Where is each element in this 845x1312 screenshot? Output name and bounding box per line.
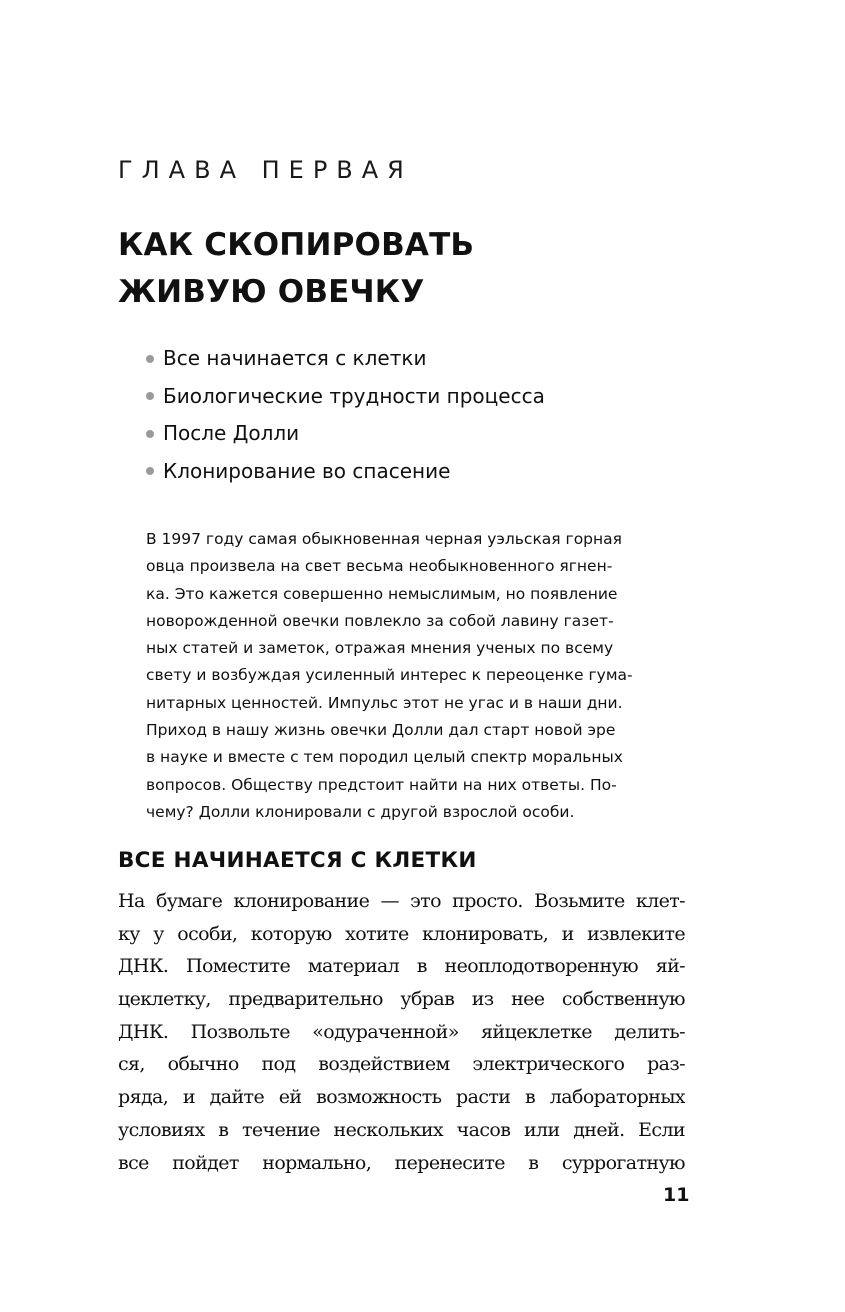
contents-item — [146, 415, 545, 453]
intro-line: овца произвела на свет весьма необыкновенного ягнен- — [146, 557, 613, 576]
intro-line: Приход в нашу жизнь овечки Долли дал старт новой эре — [146, 721, 616, 740]
contents-item — [146, 453, 545, 491]
body-line: ряда, и дайте ей возможность расти в лабораторных — [118, 1086, 685, 1109]
intro-line: вопросов. Обществу предстоит найти на них ответы. По- — [146, 775, 617, 794]
intro-line: ка. Это кажется совершенно немыслимым, но появление — [146, 584, 618, 603]
contents-item — [146, 340, 545, 378]
body-line: условиях в течение нескольких часов или дней. Если — [118, 1118, 685, 1141]
body-line: ДНК. Поместите материал в неоплодотворенную яй- — [118, 955, 685, 978]
contents-item — [146, 378, 545, 416]
chapter-contents-list — [146, 340, 545, 490]
contents-item-label: Все начинается с клетки — [163, 346, 427, 370]
body-line: ся, обычно под воздействием электрического раз- — [118, 1053, 685, 1076]
body-line: ку у особи, которую хотите клонировать, и извлеките — [118, 922, 685, 945]
contents-item-label: После Долли — [163, 421, 300, 445]
body-line: все пойдет нормально, перенесите в суррогатную — [118, 1151, 685, 1174]
contents-item-label: Клонирование во спасение — [163, 458, 451, 483]
chapter-title-line: ЖИВУЮ ОВЕЧКУ — [118, 274, 425, 310]
intro-line: в науке и вместе с тем породил целый спектр моральных — [146, 748, 623, 767]
intro-line: ных статей и заметок, отражая мнения ученых по всему — [146, 639, 614, 658]
bullet-icon — [146, 355, 154, 363]
intro-line: свету и возбуждая усиленный интерес к переоценке гума- — [146, 666, 633, 685]
intro-paragraph — [146, 526, 676, 826]
chapter-title-line: КАК СКОПИРОВАТЬ — [118, 227, 475, 263]
intro-line: В 1997 году самая обыкновенная черная уэльская горная — [146, 530, 622, 548]
bullet-icon — [146, 392, 154, 400]
intro-line: нитарных ценностей. Импульс этот не угас и в наши дни. — [146, 693, 623, 712]
body-line: цеклетку, предварительно убрав из нее собственную — [118, 988, 685, 1011]
chapter-title — [118, 222, 474, 316]
bullet-icon — [146, 467, 154, 475]
page-number: 11 — [663, 1184, 690, 1206]
body-line: На бумаге клонирование — это просто. Возьмите клет- — [118, 890, 685, 912]
intro-line: чему? Долли клонировали с другой взрослой особи. — [146, 802, 575, 821]
bullet-icon — [146, 430, 154, 438]
body-line: ДНК. Позвольте «одураченной» яйцеклетке делить- — [118, 1020, 685, 1043]
section-heading: ВСЕ НАЧИНАЕТСЯ С КЛЕТКИ — [118, 848, 477, 873]
intro-line: новорожденной овечки повлекло за собой лавину газет- — [146, 611, 614, 630]
body-paragraph — [118, 885, 685, 1179]
contents-item-label: Биологические трудности процесса — [163, 383, 545, 408]
chapter-label: ГЛАВА ПЕРВАЯ — [118, 156, 413, 184]
